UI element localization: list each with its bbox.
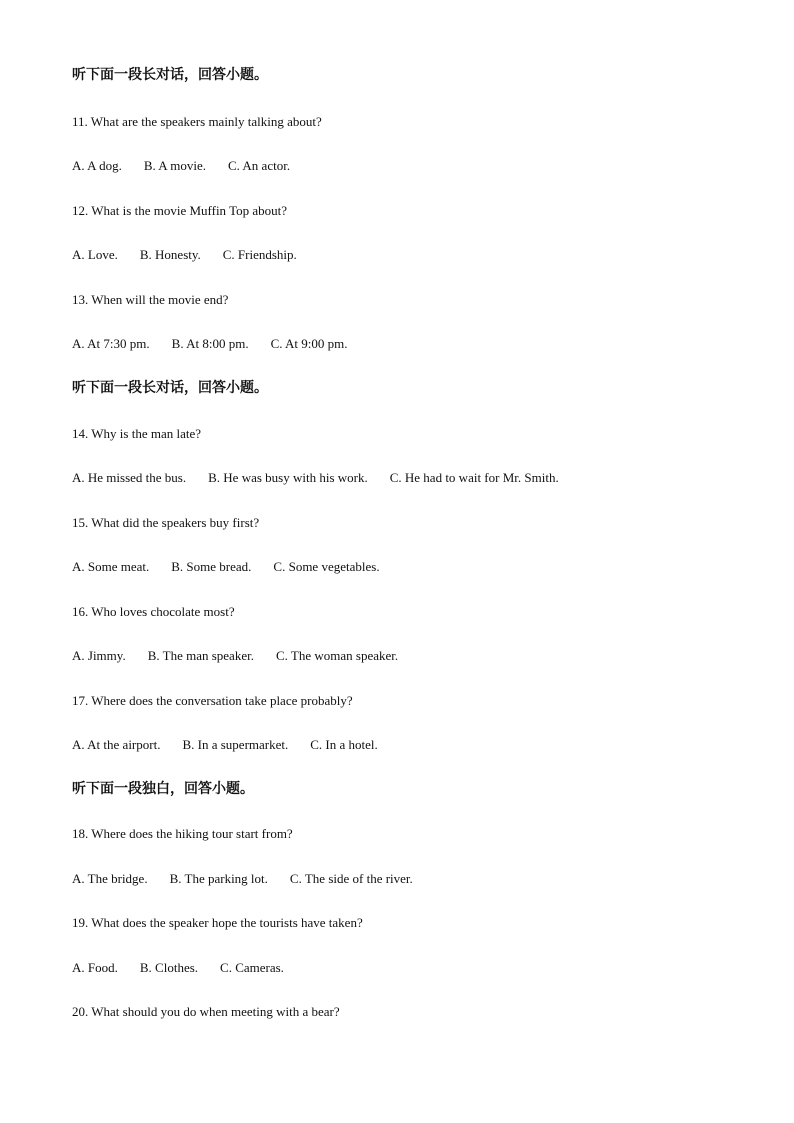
question-16: 16. Who loves chocolate most? — [72, 604, 235, 619]
options-16 — [72, 647, 398, 665]
option-b: B. He was busy with his work. — [208, 470, 368, 485]
option-b: B. Clothes. — [139, 960, 199, 975]
section-heading: 听下面一段长对话，回答小题。 — [72, 67, 268, 83]
options-15 — [72, 558, 380, 576]
question-20: 20. What should you do when meeting with a bear? — [72, 1004, 340, 1019]
option-c: C. An actor. — [227, 158, 291, 173]
option-a: A. At 7:30 pm. — [72, 336, 150, 351]
question-14: 14. Why is the man late? — [72, 426, 202, 441]
option-b: B. A movie. — [143, 158, 206, 173]
option-a: A. Food. — [72, 960, 118, 975]
options-18 — [72, 870, 413, 888]
question-15: 15. What did the speakers buy first? — [72, 515, 260, 530]
option-b: B. At 8:00 pm. — [171, 336, 249, 351]
option-a: A. He missed the bus. — [72, 470, 187, 485]
option-b: B. Some bread. — [171, 559, 252, 574]
options-17 — [72, 736, 378, 754]
option-b: B. The parking lot. — [169, 871, 268, 886]
option-a: A. The bridge. — [72, 871, 148, 886]
option-b: B. The man speaker. — [147, 648, 254, 663]
question-12: 12. What is the movie Muffin Top about? — [72, 203, 288, 218]
option-c: C. The woman speaker. — [275, 648, 399, 663]
option-b: B. In a supermarket. — [182, 737, 289, 752]
option-c: C. In a hotel. — [310, 737, 378, 752]
option-b: B. Honesty. — [139, 247, 201, 262]
question-18: 18. Where does the hiking tour start from? — [72, 826, 293, 841]
section-heading: 听下面一段独白，回答小题。 — [72, 781, 254, 797]
option-c: C. Cameras. — [220, 960, 284, 975]
option-c: C. Some vegetables. — [273, 559, 380, 574]
option-a: A. A dog. — [72, 158, 122, 173]
question-19: 19. What does the speaker hope the tourists have taken? — [72, 915, 363, 930]
option-c: C. At 9:00 pm. — [270, 336, 348, 351]
option-c: C. He had to wait for Mr. Smith. — [389, 470, 559, 485]
options-12 — [72, 246, 297, 264]
options-11 — [72, 157, 290, 175]
option-a: A. Some meat. — [72, 559, 150, 574]
question-11: 11. What are the speakers mainly talking about? — [72, 114, 322, 129]
option-c: C. Friendship. — [222, 247, 297, 262]
question-17: 17. Where does the conversation take place probably? — [72, 693, 353, 708]
option-a: A. Love. — [72, 247, 118, 262]
section-heading: 听下面一段长对话，回答小题。 — [72, 380, 268, 396]
options-14 — [72, 469, 559, 487]
option-c: C. The side of the river. — [289, 871, 413, 886]
option-a: A. At the airport. — [72, 737, 161, 752]
option-a: A. Jimmy. — [72, 648, 126, 663]
question-13: 13. When will the movie end? — [72, 292, 229, 307]
options-19 — [72, 959, 284, 977]
options-13 — [72, 335, 348, 353]
